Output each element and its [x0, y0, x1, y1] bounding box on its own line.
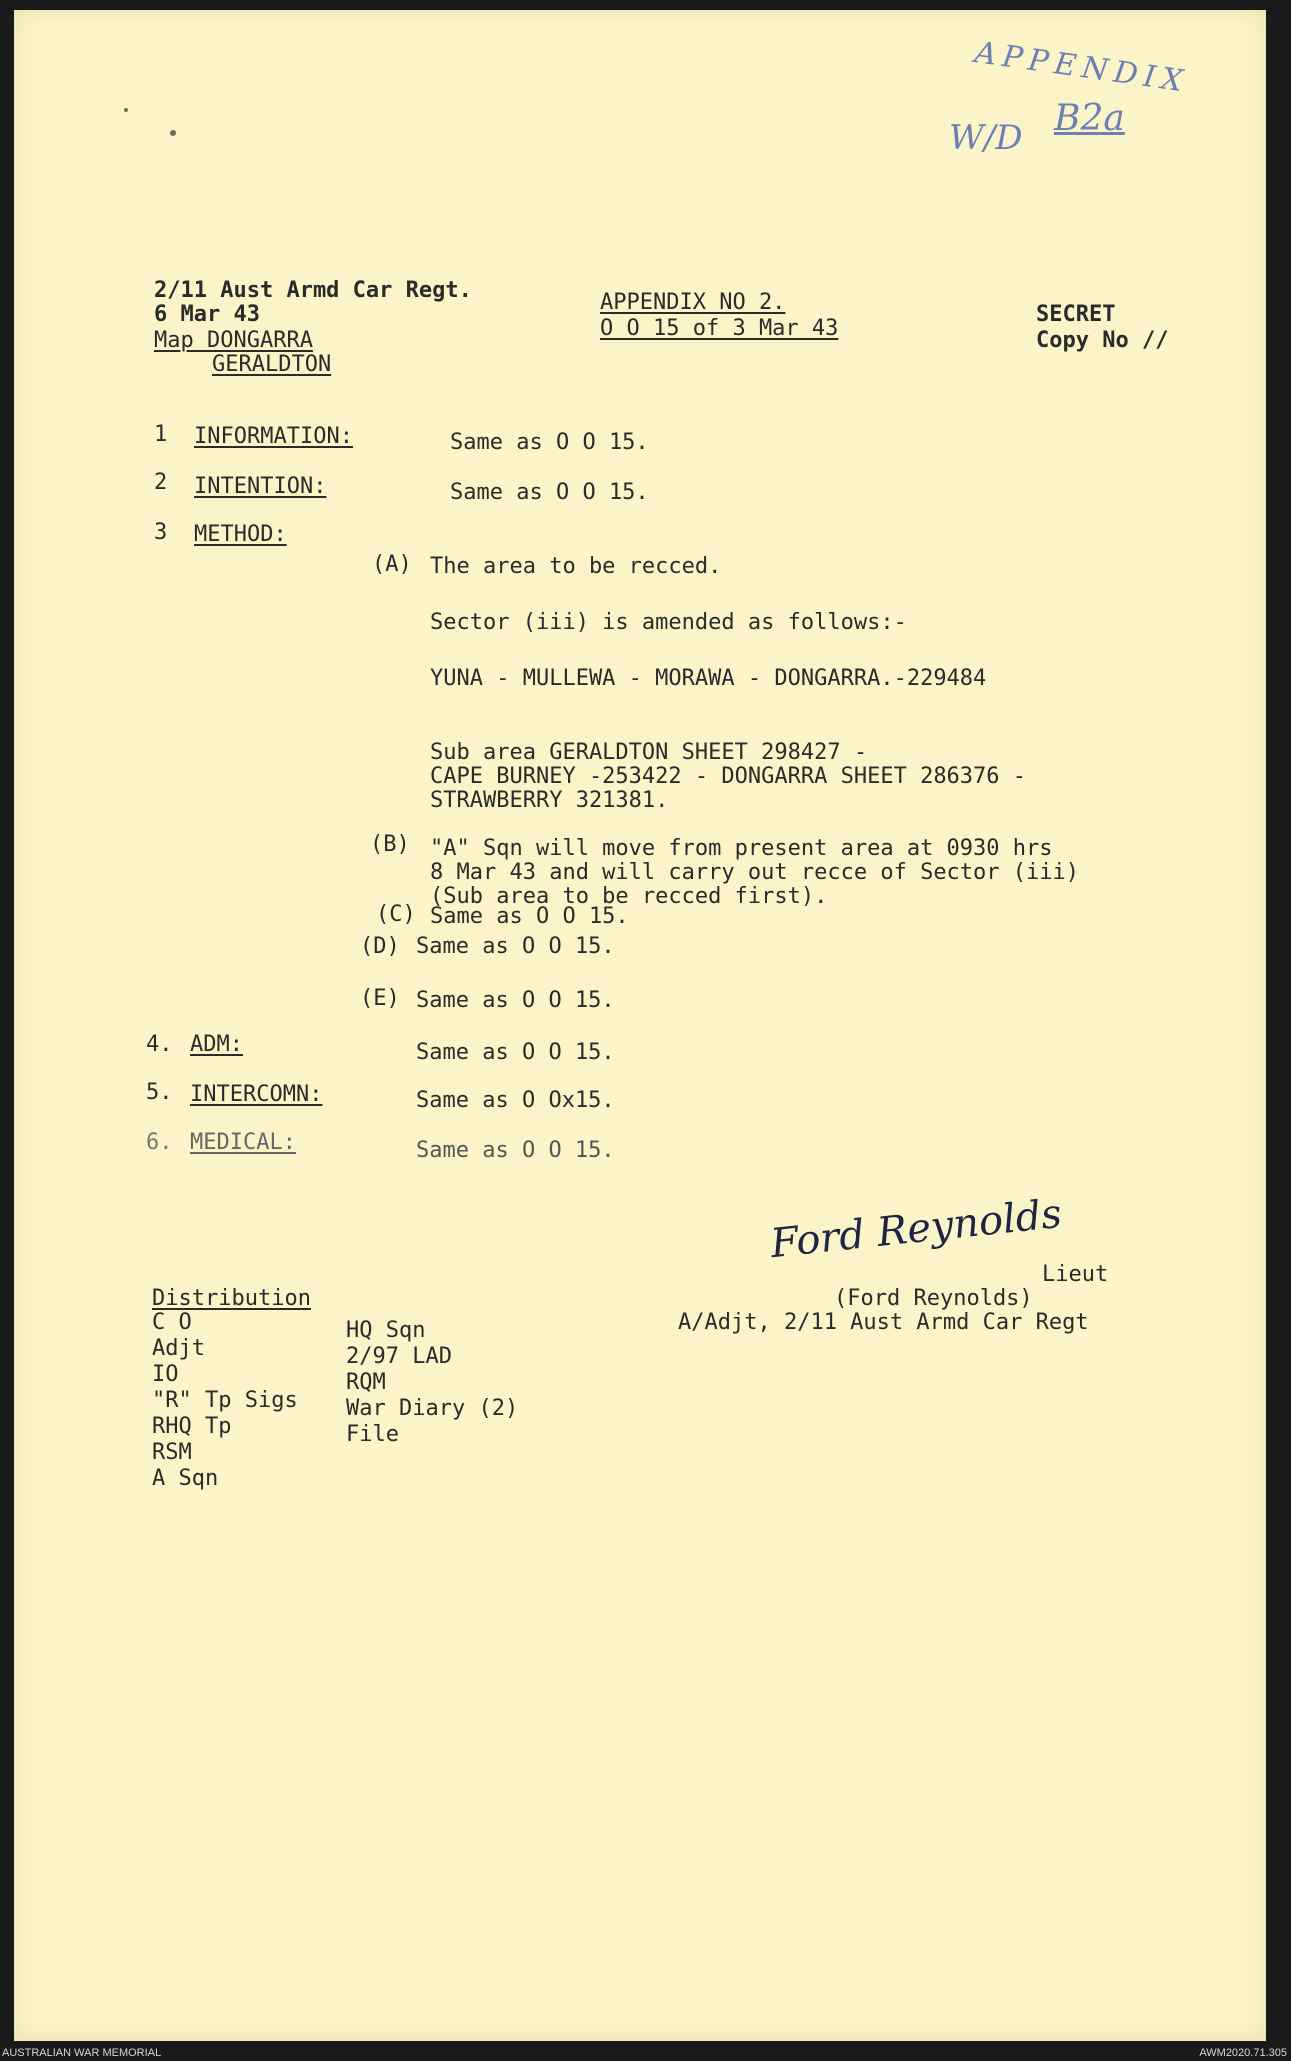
- ink-speck: [170, 130, 176, 136]
- para-1-number: 1: [154, 422, 168, 447]
- para-5-heading: INTERCOMN:: [190, 1082, 323, 1107]
- sub-d-marker: (D): [360, 934, 400, 959]
- distribution-item: IO: [152, 1362, 179, 1387]
- appendix-annotation: APPENDIX: [972, 35, 1191, 100]
- footer-right-id: AWM2020.71.305: [1199, 2047, 1287, 2059]
- sub-d-text: Same as O O 15.: [416, 934, 615, 959]
- wd-annotation: W/D: [949, 118, 1023, 158]
- sub-b-line-1: "A" Sqn will move from present area at 0930 hrs: [430, 836, 1053, 861]
- sub-b-line-2: 8 Mar 43 and will carry out recce of Sector (iii): [430, 860, 1080, 885]
- sector-amendment: Sector (iii) is amended as follows:-: [430, 610, 907, 635]
- signatory-name: (Ford Reynolds): [834, 1286, 1033, 1311]
- distribution-item: RQM: [346, 1370, 386, 1395]
- distribution-item: War Diary (2): [346, 1396, 519, 1421]
- map-reference-2: GERALDTON: [212, 352, 332, 377]
- para-4-text: Same as O O 15.: [416, 1040, 615, 1065]
- distribution-item: 2/97 LAD: [346, 1344, 452, 1369]
- distribution-item: C O: [152, 1310, 192, 1335]
- signatory-appointment: A/Adjt, 2/11 Aust Armd Car Regt: [678, 1310, 1089, 1335]
- sub-c-text: Same as O O 15.: [430, 904, 629, 929]
- distribution-item: File: [346, 1422, 399, 1447]
- sub-e-text: Same as O O 15.: [416, 988, 615, 1013]
- map-reference-1: Map DONGARRA: [154, 328, 313, 353]
- para-6-text: Same as O O 15.: [416, 1138, 615, 1163]
- para-3-heading: METHOD:: [194, 522, 287, 547]
- appendix-ref-annotation: B2a: [1054, 98, 1125, 139]
- sub-area-line-3: STRAWBERRY 321381.: [430, 788, 669, 813]
- para-3-number: 3: [154, 520, 168, 545]
- copy-number: Copy No //: [1036, 328, 1169, 353]
- route-line: YUNA - MULLEWA - MORAWA - DONGARRA.-229484: [430, 666, 987, 691]
- sub-area-line-1: Sub area GERALDTON SHEET 298427 -: [430, 740, 868, 765]
- signatory-rank: Lieut: [1042, 1262, 1109, 1287]
- para-5-text: Same as O Ox15.: [416, 1088, 615, 1113]
- distribution-item: HQ Sqn: [346, 1318, 426, 1343]
- para-2-text: Same as O O 15.: [450, 480, 649, 505]
- para-4-number: 4.: [146, 1032, 173, 1057]
- sub-b-line-3: (Sub area to be recced first).: [430, 884, 828, 909]
- para-6-heading: MEDICAL:: [190, 1130, 296, 1155]
- sub-e-marker: (E): [360, 986, 400, 1011]
- footer-left-credit: AUSTRALIAN WAR MEMORIAL: [2, 2047, 162, 2059]
- distribution-heading: Distribution: [152, 1286, 311, 1311]
- sub-area-line-2: CAPE BURNEY -253422 - DONGARRA SHEET 286376 -: [430, 764, 1027, 789]
- para-1-text: Same as O O 15.: [450, 430, 649, 455]
- para-4-heading: ADM:: [190, 1032, 243, 1057]
- sub-b-marker: (B): [370, 832, 410, 857]
- para-6-number: 6.: [146, 1130, 173, 1155]
- order-date: 6 Mar 43: [154, 302, 260, 327]
- para-2-heading: INTENTION:: [194, 474, 327, 499]
- distribution-item: A Sqn: [152, 1466, 219, 1491]
- para-5-number: 5.: [146, 1080, 173, 1105]
- document-page: [14, 10, 1266, 2041]
- para-1-heading: INFORMATION:: [194, 424, 353, 449]
- security-classification: SECRET: [1036, 302, 1116, 327]
- distribution-item: "R" Tp Sigs: [152, 1388, 298, 1413]
- appendix-number: APPENDIX NO 2.: [600, 290, 786, 315]
- sub-a-marker: (A): [372, 552, 412, 577]
- order-reference: O O 15 of 3 Mar 43: [600, 316, 839, 341]
- handwritten-signature: Ford Reynolds: [768, 1190, 1064, 1268]
- distribution-item: Adjt: [152, 1336, 205, 1361]
- sub-a-text: The area to be recced.: [430, 554, 722, 579]
- distribution-item: RSM: [152, 1440, 192, 1465]
- distribution-item: RHQ Tp: [152, 1414, 232, 1439]
- para-2-number: 2: [154, 470, 168, 495]
- ink-speck: [124, 108, 128, 112]
- sub-c-marker: (C): [376, 902, 416, 927]
- unit-title: 2/11 Aust Armd Car Regt.: [154, 278, 472, 303]
